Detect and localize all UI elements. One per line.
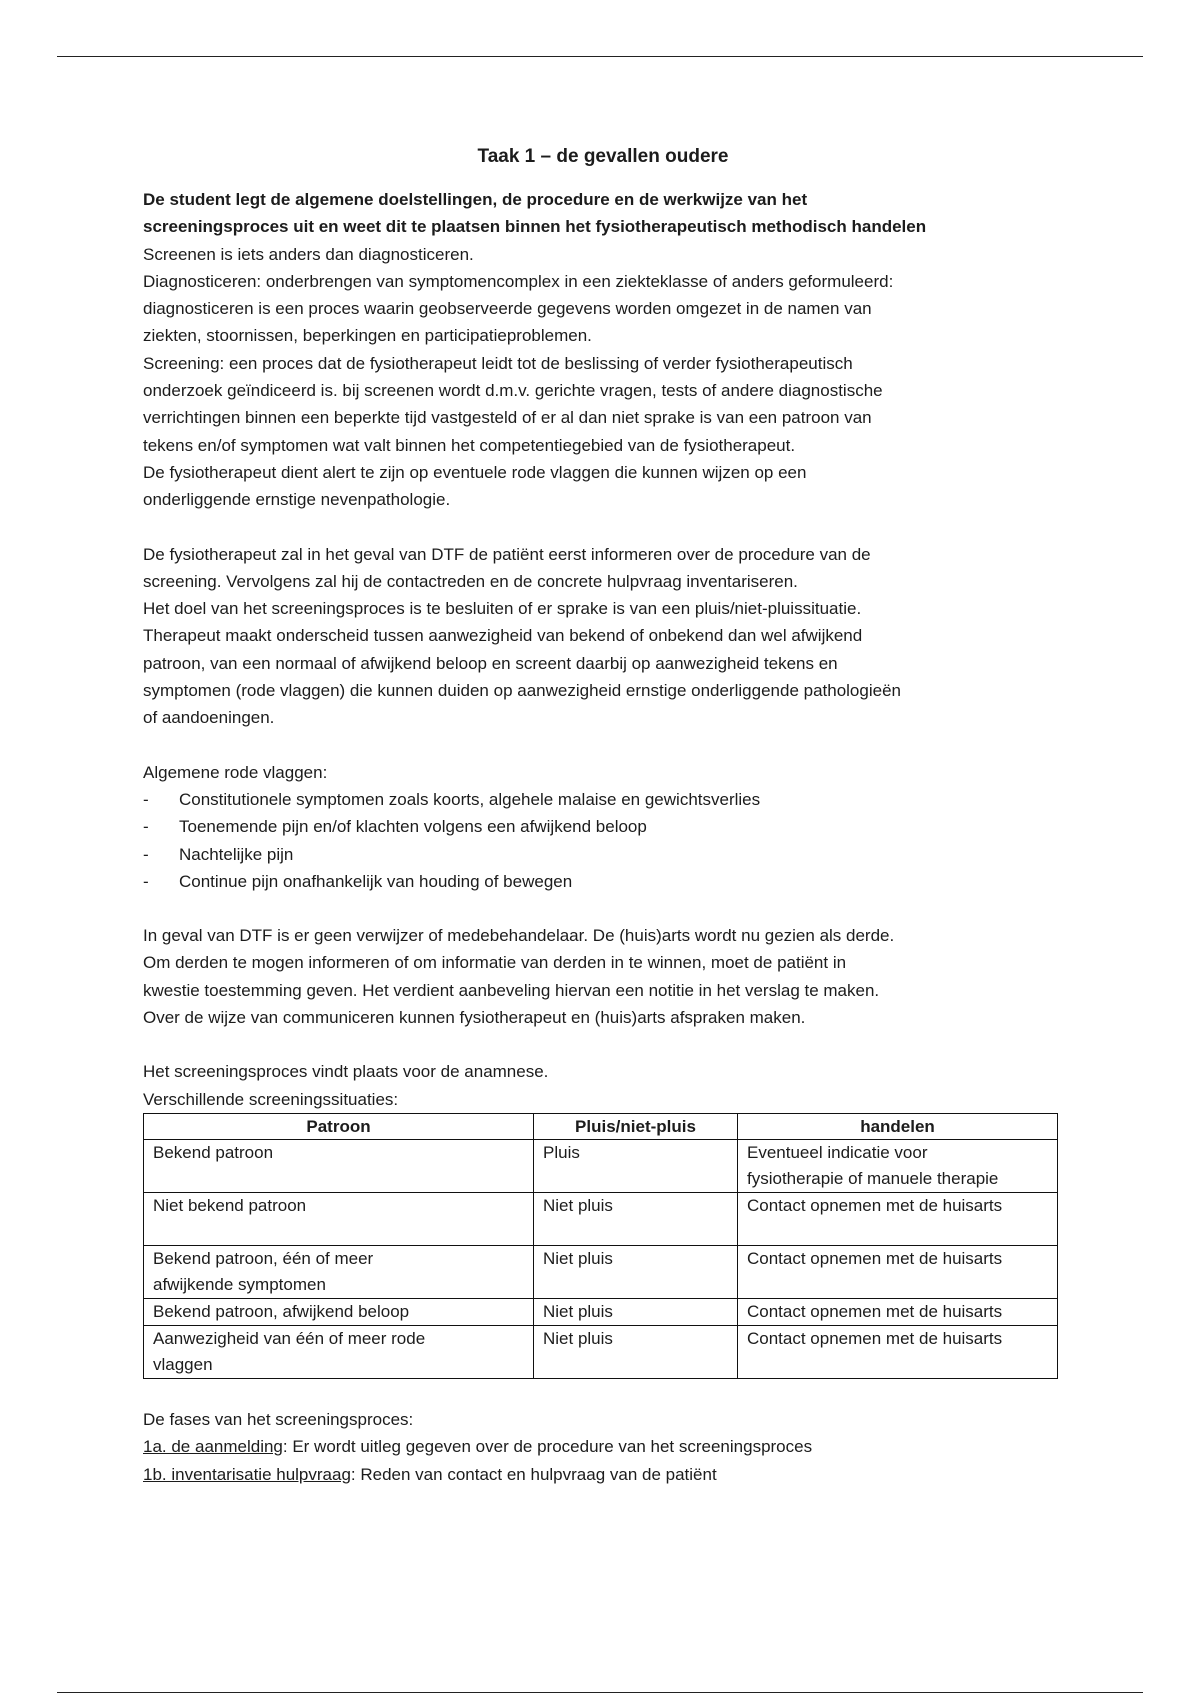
cell-patroon (144, 1192, 534, 1245)
cell-pluis: Niet pluis (534, 1192, 738, 1245)
text-line: Het screeningsproces vindt plaats voor de anamnese. (143, 1062, 549, 1082)
phase-text: : Reden van contact en hulpvraag van de patiënt (350, 1464, 717, 1484)
cell-patroon (144, 1325, 534, 1378)
text-line: symptomen (rode vlaggen) die kunnen duiden op aanwezigheid ernstige onderliggende pathologieën (143, 681, 901, 701)
red-flags-section (143, 759, 1063, 895)
red-flags-list (143, 786, 1063, 895)
cell-line: afwijkende symptomen (153, 1274, 326, 1294)
cell-patroon (144, 1298, 534, 1325)
paragraph-procedure (143, 541, 1063, 732)
phase-item (143, 1433, 1063, 1460)
column-header-handelen: handelen (738, 1113, 1058, 1139)
cell-line: Bekend patroon (153, 1142, 274, 1162)
text-line: tekens en/of symptomen wat valt binnen het competentiegebied van de fysiotherapeut. (143, 435, 796, 455)
cell-line: Bekend patroon, afwijkend beloop (153, 1301, 410, 1321)
list-item-text: Constitutionele symptomen zoals koorts, algehele malaise en gewichtsverlies (179, 789, 761, 809)
spacer (143, 1379, 1063, 1406)
cell-handelen (738, 1139, 1058, 1192)
phases-section (143, 1406, 1063, 1488)
text-line: ziekten, stoornissen, beperkingen en participatieproblemen. (143, 326, 592, 346)
document-title: Taak 1 – de gevallen oudere (477, 146, 729, 167)
intro-heading-line-1: De student legt de algemene doelstellingen, de procedure en de werkwijze van het (143, 190, 808, 209)
text-line: De fysiotherapeut dient alert te zijn op eventuele rode vlaggen die kunnen wijzen op een (143, 462, 807, 482)
dash-bullet: - (143, 871, 149, 891)
list-item (143, 841, 1063, 868)
list-item (143, 868, 1063, 895)
table-row (144, 1298, 1058, 1325)
top-rule (57, 56, 1143, 57)
spacer (143, 1031, 1063, 1058)
document-page (143, 142, 1063, 1488)
cell-pluis: Pluis (534, 1139, 738, 1192)
text-line: Diagnosticeren: onderbrengen van symptomencomplex in een ziekteklasse of anders geformuleerd: (143, 271, 894, 291)
text-line: screening. Vervolgens zal hij de contactreden en de concrete hulpvraag inventariseren. (143, 571, 798, 591)
phases-heading: De fases van het screeningsproces: (143, 1409, 414, 1429)
cell-line: Bekend patroon, één of meer (153, 1248, 374, 1268)
column-header-patroon: Patroon (144, 1113, 534, 1139)
intro-heading-line-2: screeningsproces uit en weet dit te plaatsen binnen het fysiotherapeutisch methodisch handelen (143, 217, 927, 237)
text-line: onderliggende ernstige nevenpathologie. (143, 490, 451, 510)
text-line: Screenen is iets anders dan diagnosticeren. (143, 244, 474, 264)
list-item (143, 813, 1063, 840)
paragraph-definitions (143, 241, 1063, 514)
spacer (143, 732, 1063, 759)
column-header-pluis: Pluis/niet-pluis (534, 1113, 738, 1139)
dash-bullet: - (143, 844, 149, 864)
dash-bullet: - (143, 789, 149, 809)
cell-pluis: Niet pluis (534, 1245, 738, 1298)
cell-pluis: Niet pluis (534, 1298, 738, 1325)
dash-bullet: - (143, 817, 149, 837)
phase-text: : Er wordt uitleg gegeven over de procedure van het screeningsproces (282, 1437, 813, 1457)
bottom-rule (57, 1692, 1143, 1693)
cell-patroon (144, 1245, 534, 1298)
cell-handelen (738, 1298, 1058, 1325)
text-line: Therapeut maakt onderscheid tussen aanwezigheid van bekend of onbekend dan wel afwijkend (143, 626, 863, 646)
cell-line: Contact opnemen met de huisarts (747, 1301, 1003, 1321)
cell-handelen (738, 1325, 1058, 1378)
cell-line: fysiotherapie of manuele therapie (747, 1168, 999, 1188)
red-flags-heading: Algemene rode vlaggen: (143, 762, 328, 782)
phase-label: 1b. inventarisatie hulpvraag (143, 1464, 351, 1484)
cell-line: Contact opnemen met de huisarts (747, 1328, 1003, 1348)
paragraph-situations (143, 1058, 1063, 1113)
cell-line: Contact opnemen met de huisarts (747, 1248, 1003, 1268)
text-line: of aandoeningen. (143, 708, 275, 728)
table-row (144, 1325, 1058, 1378)
paragraph-third-parties (143, 922, 1063, 1031)
list-item-text: Nachtelijke pijn (179, 844, 294, 864)
text-line: kwestie toestemming geven. Het verdient aanbeveling hiervan een notitie in het verslag te maken. (143, 980, 880, 1000)
text-line: Over de wijze van communiceren kunnen fysiotherapeut en (huis)arts afspraken maken. (143, 1008, 806, 1028)
text-line: Screening: een proces dat de fysiotherapeut leidt tot de beslissing of verder fysiotherapeutisch (143, 353, 853, 373)
list-item-text: Continue pijn onafhankelijk van houding of bewegen (179, 871, 573, 891)
text-line: Om derden te mogen informeren of om informatie van derden in te winnen, moet de patiënt in (143, 953, 847, 973)
cell-line: Aanwezigheid van één of meer rode (153, 1328, 426, 1348)
cell-line: Niet bekend patroon (153, 1195, 307, 1215)
spacer (143, 514, 1063, 541)
text-line: onderzoek geïndiceerd is. bij screenen wordt d.m.v. gerichte vragen, tests of andere diagnostische (143, 381, 883, 401)
cell-pluis: Niet pluis (534, 1325, 738, 1378)
table-row (144, 1192, 1058, 1245)
text-line: diagnosticeren is een proces waarin geobserveerde gegevens worden omgezet in de namen van (143, 299, 872, 319)
cell-line: Eventueel indicatie voor (747, 1142, 928, 1162)
text-line: patroon, van een normaal of afwijkend beloop en screent daarbij op aanwezigheid tekens en (143, 653, 838, 673)
text-line: Het doel van het screeningsproces is te besluiten of er sprake is van een pluis/niet-pluissituatie. (143, 599, 862, 619)
cell-line: vlaggen (153, 1354, 213, 1374)
text-line: De fysiotherapeut zal in het geval van DTF de patiënt eerst informeren over de procedure van de (143, 544, 871, 564)
text-line: verrichtingen binnen een beperkte tijd vastgesteld of er al dan niet sprake is van een patroon van (143, 408, 872, 428)
table-row (144, 1139, 1058, 1192)
cell-line: Contact opnemen met de huisarts (747, 1195, 1003, 1215)
text-line: Verschillende screeningssituaties: (143, 1089, 399, 1109)
cell-handelen (738, 1192, 1058, 1245)
table-header-row (144, 1113, 1058, 1139)
cell-handelen (738, 1245, 1058, 1298)
screening-table (143, 1113, 1058, 1379)
phase-item (143, 1461, 1063, 1488)
text-line: In geval van DTF is er geen verwijzer of medebehandelaar. De (huis)arts wordt nu gezien als derde. (143, 926, 895, 946)
list-item-text: Toenemende pijn en/of klachten volgens een afwijkend beloop (179, 817, 647, 837)
cell-patroon (144, 1139, 534, 1192)
table-row (144, 1245, 1058, 1298)
spacer (143, 895, 1063, 922)
list-item (143, 786, 1063, 813)
phase-label: 1a. de aanmelding (143, 1437, 283, 1457)
